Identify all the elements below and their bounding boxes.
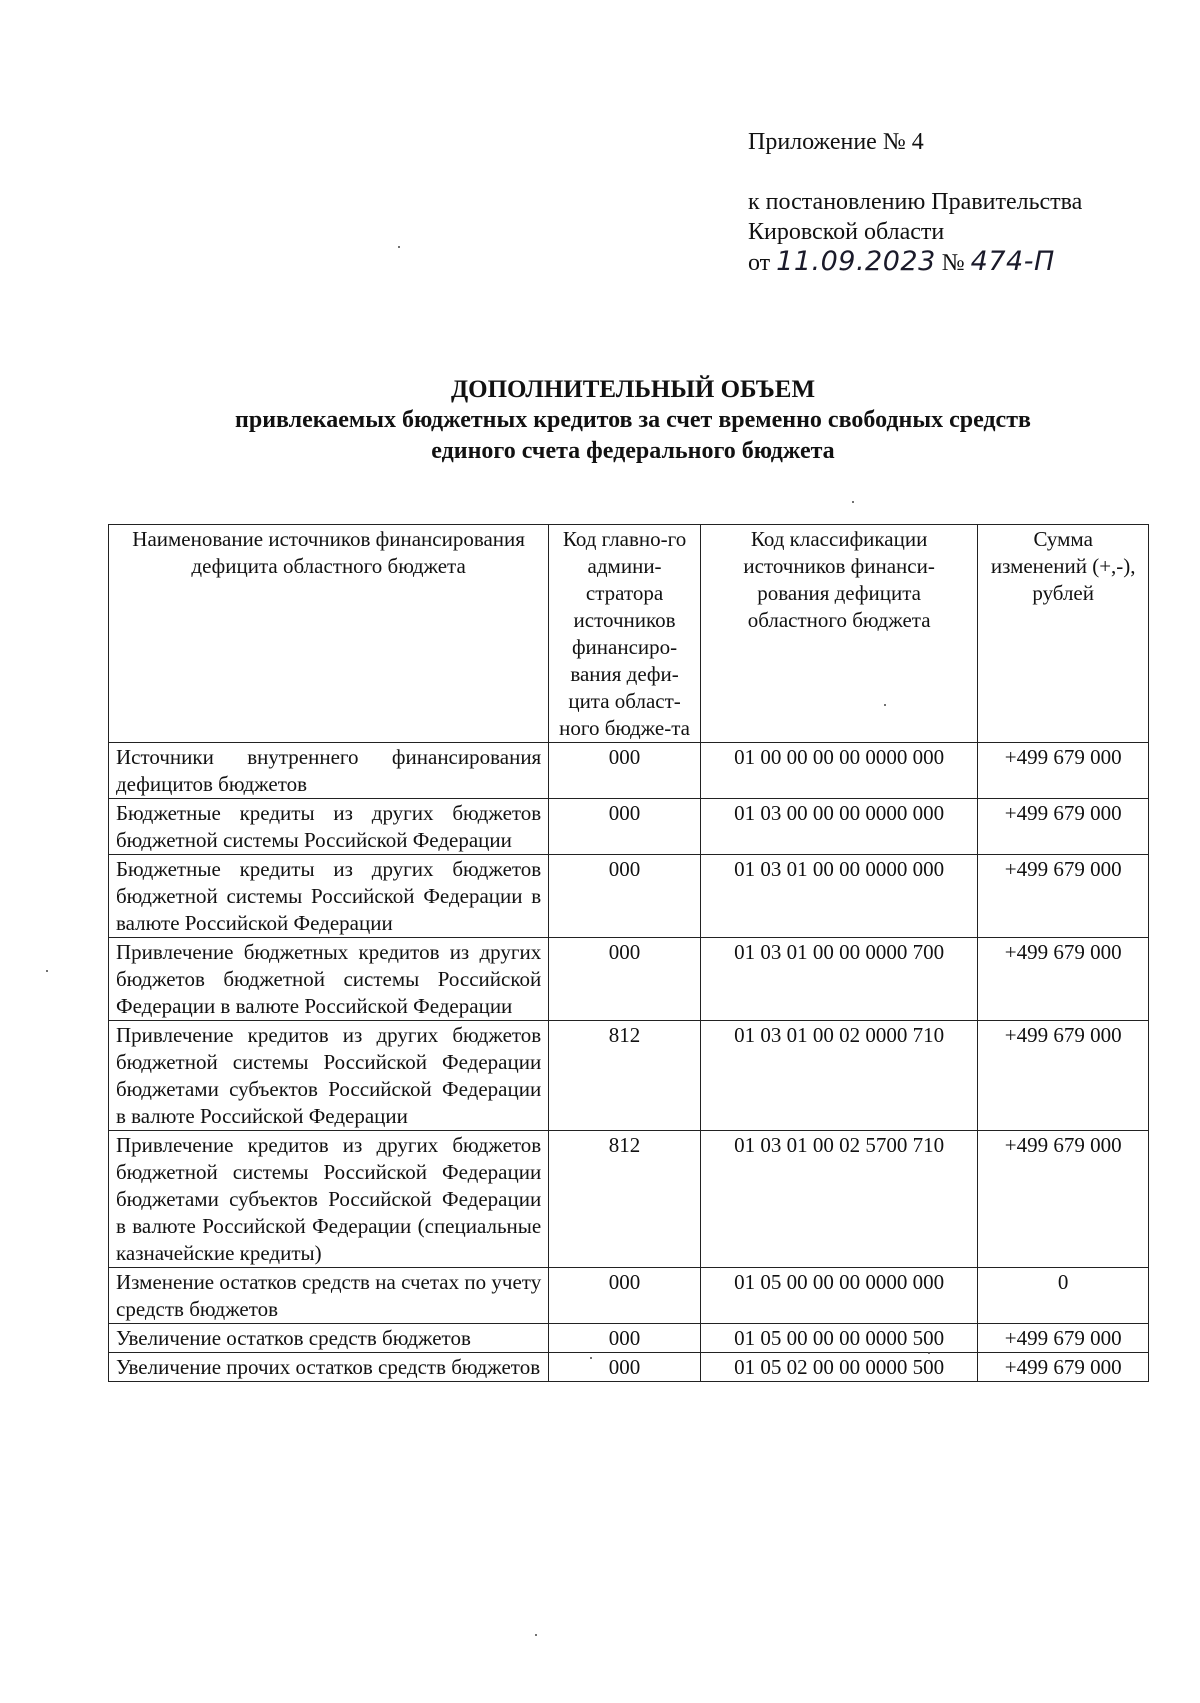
- row-admin-code-cell: 000: [549, 743, 701, 799]
- row-sum-cell: +499 679 000: [978, 799, 1149, 855]
- document-title: [100, 374, 1166, 467]
- row-sum-cell: +499 679 000: [978, 1324, 1149, 1353]
- credits-table: [108, 524, 1149, 1382]
- row-name-cell: Увеличение остатков средств бюджетов: [109, 1324, 549, 1353]
- row-sum-cell: +499 679 000: [978, 1131, 1149, 1268]
- handwritten-date: 11.09.2023: [776, 246, 936, 277]
- row-classification-code-cell: 01 05 00 00 00 0000 000: [700, 1268, 977, 1324]
- row-admin-code-cell: 812: [549, 1131, 701, 1268]
- header-classification-code: Код классификации источников финанси-рования дефицита областного бюджета: [700, 525, 977, 743]
- header-name: Наименование источников финансирования дефицита областного бюджета: [109, 525, 549, 743]
- appendix-region: Кировской области: [748, 219, 945, 245]
- row-name-cell: Увеличение прочих остатков средств бюджетов: [109, 1353, 549, 1382]
- row-name-cell: Бюджетные кредиты из других бюджетов бюджетной системы Российской Федерации: [109, 799, 549, 855]
- row-sum-cell: +499 679 000: [978, 1021, 1149, 1131]
- table-row: [109, 1353, 1149, 1382]
- row-classification-code-cell: 01 03 00 00 00 0000 000: [700, 799, 977, 855]
- row-admin-code-cell: 000: [549, 855, 701, 938]
- table-row: [109, 1268, 1149, 1324]
- table-row: [109, 938, 1149, 1021]
- row-admin-code-cell: 000: [549, 1324, 701, 1353]
- date-prefix: от: [748, 250, 771, 276]
- row-admin-code-cell: 000: [549, 1353, 701, 1382]
- row-admin-code-cell: 000: [549, 938, 701, 1021]
- appendix-block: [748, 127, 1082, 278]
- table-row: [109, 1021, 1149, 1131]
- appendix-label: Приложение № 4: [748, 129, 924, 155]
- number-sign: №: [941, 250, 965, 276]
- row-sum-cell: +499 679 000: [978, 743, 1149, 799]
- title-line-3: единого счета федерального бюджета: [431, 438, 835, 464]
- title-line-1: ДОПОЛНИТЕЛЬНЫЙ ОБЪЕМ: [450, 376, 816, 403]
- row-name-cell: Привлечение кредитов из других бюджетов бюджетной системы Российской Федерации бюджетами субъектов Российской Федерации в валюте Российской Федерации: [109, 1021, 549, 1131]
- title-line-2: привлекаемых бюджетных кредитов за счет временно свободных средств: [235, 407, 1031, 433]
- table-row: [109, 743, 1149, 799]
- row-classification-code-cell: 01 00 00 00 00 0000 000: [700, 743, 977, 799]
- row-classification-code-cell: 01 03 01 00 02 5700 710: [700, 1131, 977, 1268]
- table-row: [109, 799, 1149, 855]
- row-classification-code-cell: 01 03 01 00 02 0000 710: [700, 1021, 977, 1131]
- table-row: [109, 855, 1149, 938]
- table-header-row: [109, 525, 1149, 743]
- row-name-cell: Привлечение кредитов из других бюджетов бюджетной системы Российской Федерации бюджетами субъектов Российской Федерации в валюте Российской Федерации (специальные казначейские кредиты): [109, 1131, 549, 1268]
- header-sum: Сумма изменений (+,-), рублей: [978, 525, 1149, 743]
- row-sum-cell: +499 679 000: [978, 855, 1149, 938]
- row-name-cell: Изменение остатков средств на счетах по учету средств бюджетов: [109, 1268, 549, 1324]
- row-admin-code-cell: 812: [549, 1021, 701, 1131]
- row-name-cell: Бюджетные кредиты из других бюджетов бюджетной системы Российской Федерации в валюте Российской Федерации: [109, 855, 549, 938]
- row-classification-code-cell: 01 03 01 00 00 0000 700: [700, 938, 977, 1021]
- appendix-resolution: к постановлению Правительства: [748, 189, 1083, 215]
- row-classification-code-cell: 01 05 02 00 00 0000 500: [700, 1353, 977, 1382]
- row-admin-code-cell: 000: [549, 799, 701, 855]
- row-sum-cell: 0: [978, 1268, 1149, 1324]
- table-row: [109, 1131, 1149, 1268]
- appendix-date-line: [748, 247, 1082, 278]
- row-name-cell: Источники внутреннего финансирования дефицитов бюджетов: [109, 743, 549, 799]
- row-classification-code-cell: 01 05 00 00 00 0000 500: [700, 1324, 977, 1353]
- table-row: [109, 1324, 1149, 1353]
- row-classification-code-cell: 01 03 01 00 00 0000 000: [700, 855, 977, 938]
- row-sum-cell: +499 679 000: [978, 1353, 1149, 1382]
- row-sum-cell: +499 679 000: [978, 938, 1149, 1021]
- handwritten-number: 474-П: [970, 246, 1055, 277]
- row-name-cell: Привлечение бюджетных кредитов из других бюджетов бюджетной системы Российской Федерации в валюте Российской Федерации: [109, 938, 549, 1021]
- row-admin-code-cell: 000: [549, 1268, 701, 1324]
- header-admin-code: Код главно-го админи-стратора источников финансиро-вания дефи-цита област-ного бюдже-та: [549, 525, 701, 743]
